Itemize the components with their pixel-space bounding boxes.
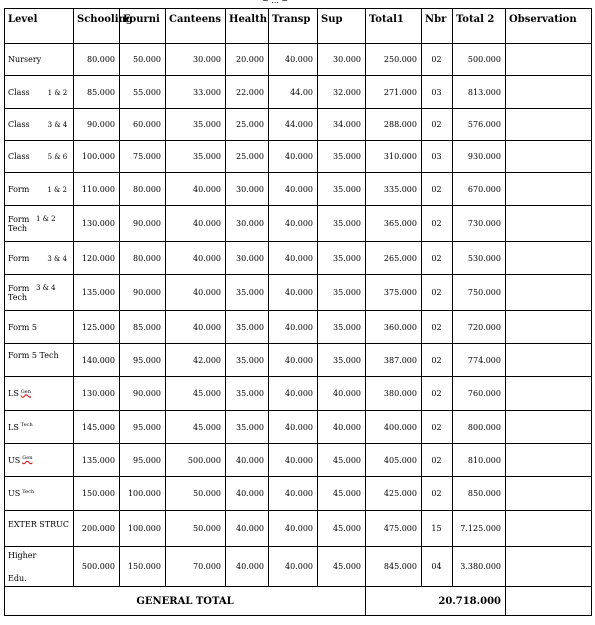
- canteens-cell: 33.000: [166, 76, 226, 109]
- observation-cell: [506, 377, 592, 411]
- fourni-cell: 100.000: [120, 477, 166, 511]
- transp-cell: 44.000: [269, 109, 318, 141]
- header-total1: Total1: [366, 9, 422, 44]
- sup-cell: 35.000: [318, 173, 366, 206]
- table-row: [5, 76, 592, 109]
- transp-cell: 40.000: [269, 173, 318, 206]
- header-sup: Sup: [318, 9, 366, 44]
- sup-cell: 35.000: [318, 242, 366, 275]
- total2-cell: 576.000: [453, 109, 506, 141]
- nbr-cell: 02: [422, 444, 453, 477]
- level-label: Form: [8, 253, 30, 263]
- canteens-cell: 45.000: [166, 411, 226, 444]
- level-sub-label: Edu.: [8, 573, 27, 583]
- level-cell: [5, 109, 74, 141]
- level-sub-label: Tech: [20, 422, 33, 429]
- nbr-cell: 15: [422, 511, 453, 547]
- level-label: US: [8, 489, 21, 499]
- level-sub-label: Gen: [20, 388, 31, 395]
- fourni-cell: 150.000: [120, 547, 166, 587]
- sup-cell: 45.000: [318, 444, 366, 477]
- transp-cell: 44.00: [269, 76, 318, 109]
- schooling-cell: 110.000: [74, 173, 120, 206]
- observation-cell: [506, 547, 592, 587]
- canteens-cell: 70.000: [166, 547, 226, 587]
- transp-cell: 40.000: [269, 477, 318, 511]
- level-label: Nursery: [8, 55, 42, 64]
- level-label: Class: [8, 152, 30, 161]
- transp-cell: 40.000: [269, 44, 318, 76]
- sup-cell: 32.000: [318, 76, 366, 109]
- sup-cell: 40.000: [318, 377, 366, 411]
- level-cell: [5, 411, 74, 444]
- health-cell: 30.000: [226, 206, 269, 242]
- schooling-cell: 100.000: [74, 141, 120, 173]
- nbr-cell: 02: [422, 173, 453, 206]
- level-sub-label: 5 & 6: [47, 153, 68, 161]
- transp-cell: 40.000: [269, 206, 318, 242]
- total2-cell: 720.000: [453, 311, 506, 344]
- schooling-cell: 145.000: [74, 411, 120, 444]
- health-cell: 40.000: [226, 547, 269, 587]
- level-cell: [5, 44, 74, 76]
- observation-cell: [506, 511, 592, 547]
- level-cell: [5, 444, 74, 477]
- level-cell: [5, 377, 74, 411]
- observation-cell: [506, 242, 592, 275]
- level-cell: [5, 173, 74, 206]
- level-cell: [5, 206, 74, 242]
- health-cell: 35.000: [226, 275, 269, 311]
- fees-table: [4, 8, 592, 616]
- schooling-cell: 80.000: [74, 44, 120, 76]
- nbr-cell: 02: [422, 377, 453, 411]
- health-cell: 30.000: [226, 242, 269, 275]
- level-label: Form Tech: [8, 283, 30, 302]
- observation-cell: [506, 444, 592, 477]
- nbr-cell: 02: [422, 109, 453, 141]
- transp-cell: 40.000: [269, 344, 318, 377]
- transp-cell: 40.000: [269, 377, 318, 411]
- canteens-cell: 35.000: [166, 109, 226, 141]
- sup-cell: 35.000: [318, 311, 366, 344]
- total2-cell: 3.380.000: [453, 547, 506, 587]
- total1-cell: 475.000: [366, 511, 422, 547]
- schooling-cell: 135.000: [74, 275, 120, 311]
- observation-cell: [506, 141, 592, 173]
- schooling-cell: 200.000: [74, 511, 120, 547]
- nbr-cell: 03: [422, 141, 453, 173]
- total1-cell: 310.000: [366, 141, 422, 173]
- general-total-label: GENERAL TOTAL: [5, 587, 366, 616]
- page-top-fragment: ~ ... ~: [262, 0, 289, 5]
- schooling-cell: 135.000: [74, 444, 120, 477]
- table-row: [5, 109, 592, 141]
- nbr-cell: 04: [422, 547, 453, 587]
- health-cell: 25.000: [226, 109, 269, 141]
- general-total-observation: [506, 587, 592, 616]
- total1-cell: 271.000: [366, 76, 422, 109]
- total2-cell: 800.000: [453, 411, 506, 444]
- schooling-cell: 150.000: [74, 477, 120, 511]
- health-cell: 40.000: [226, 444, 269, 477]
- observation-cell: [506, 109, 592, 141]
- table-row: [5, 141, 592, 173]
- level-label: EXTER STRUC: [8, 519, 69, 529]
- transp-cell: 40.000: [269, 547, 318, 587]
- header-health: Health: [226, 9, 269, 44]
- schooling-cell: 120.000: [74, 242, 120, 275]
- level-sub-label: 1 & 2: [36, 214, 56, 223]
- total2-cell: 730.000: [453, 206, 506, 242]
- level-sub-label: Tech: [22, 488, 35, 495]
- canteens-cell: 45.000: [166, 377, 226, 411]
- nbr-cell: 02: [422, 206, 453, 242]
- level-label: LS: [8, 389, 19, 399]
- fourni-cell: 80.000: [120, 173, 166, 206]
- total2-cell: 750.000: [453, 275, 506, 311]
- level-cell: [5, 242, 74, 275]
- header-observation: Observation: [506, 9, 592, 44]
- level-cell: [5, 547, 74, 587]
- health-cell: 20.000: [226, 44, 269, 76]
- table-row: [5, 311, 592, 344]
- level-label: Class: [8, 120, 30, 129]
- level-cell: [5, 511, 74, 547]
- sup-cell: 45.000: [318, 547, 366, 587]
- total1-cell: 365.000: [366, 206, 422, 242]
- level-label: US: [8, 455, 21, 465]
- total1-cell: 375.000: [366, 275, 422, 311]
- header-level: Level: [5, 9, 74, 44]
- fourni-cell: 95.000: [120, 344, 166, 377]
- schooling-cell: 85.000: [74, 76, 120, 109]
- header-total2: Total 2: [453, 9, 506, 44]
- table-row: [5, 44, 592, 76]
- total1-cell: 405.000: [366, 444, 422, 477]
- total2-cell: 7.125.000: [453, 511, 506, 547]
- nbr-cell: 02: [422, 344, 453, 377]
- total1-cell: 845.000: [366, 547, 422, 587]
- total1-cell: 360.000: [366, 311, 422, 344]
- table-row: [5, 411, 592, 444]
- sup-cell: 30.000: [318, 44, 366, 76]
- total2-cell: 760.000: [453, 377, 506, 411]
- sup-cell: 35.000: [318, 344, 366, 377]
- level-sub-label: 3 & 4: [36, 283, 56, 292]
- canteens-cell: 40.000: [166, 275, 226, 311]
- transp-cell: 40.000: [269, 511, 318, 547]
- observation-cell: [506, 173, 592, 206]
- table-row: [5, 173, 592, 206]
- sup-cell: 35.000: [318, 275, 366, 311]
- header-canteens: Canteens: [166, 9, 226, 44]
- sup-cell: 45.000: [318, 511, 366, 547]
- total1-cell: 250.000: [366, 44, 422, 76]
- sup-cell: 45.000: [318, 477, 366, 511]
- total1-cell: 335.000: [366, 173, 422, 206]
- schooling-cell: 500.000: [74, 547, 120, 587]
- level-sub-label: 1 & 2: [47, 88, 68, 97]
- health-cell: 40.000: [226, 477, 269, 511]
- table-row: [5, 444, 592, 477]
- total1-cell: 387.000: [366, 344, 422, 377]
- level-label: Form 5 Tech: [8, 351, 59, 360]
- table-row: [5, 275, 592, 311]
- canteens-cell: 42.000: [166, 344, 226, 377]
- nbr-cell: 02: [422, 311, 453, 344]
- nbr-cell: 02: [422, 477, 453, 511]
- observation-cell: [506, 206, 592, 242]
- total1-cell: 425.000: [366, 477, 422, 511]
- general-total-value: 20.718.000: [366, 587, 506, 616]
- canteens-cell: 500.000: [166, 444, 226, 477]
- header-transp: Transp: [269, 9, 318, 44]
- table-row: [5, 206, 592, 242]
- level-sub-label: Gen: [22, 455, 33, 462]
- schooling-cell: 125.000: [74, 311, 120, 344]
- level-cell: [5, 311, 74, 344]
- total1-cell: 400.000: [366, 411, 422, 444]
- total2-cell: 930.000: [453, 141, 506, 173]
- observation-cell: [506, 275, 592, 311]
- canteens-cell: 40.000: [166, 206, 226, 242]
- table-row: [5, 242, 592, 275]
- canteens-cell: 40.000: [166, 311, 226, 344]
- observation-cell: [506, 76, 592, 109]
- schooling-cell: 140.000: [74, 344, 120, 377]
- fourni-cell: 75.000: [120, 141, 166, 173]
- level-cell: [5, 477, 74, 511]
- nbr-cell: 02: [422, 44, 453, 76]
- total2-cell: 500.000: [453, 44, 506, 76]
- fourni-cell: 60.000: [120, 109, 166, 141]
- schooling-cell: 90.000: [74, 109, 120, 141]
- observation-cell: [506, 311, 592, 344]
- level-cell: [5, 275, 74, 311]
- level-label: Form: [8, 184, 30, 194]
- fourni-cell: 55.000: [120, 76, 166, 109]
- level-label: Form Tech: [8, 214, 30, 233]
- health-cell: 22.000: [226, 76, 269, 109]
- level-label: LS: [8, 422, 19, 432]
- total2-cell: 850.000: [453, 477, 506, 511]
- table-row: [5, 547, 592, 587]
- transp-cell: 40.000: [269, 242, 318, 275]
- transp-cell: 40.000: [269, 141, 318, 173]
- health-cell: 35.000: [226, 344, 269, 377]
- header-nbr: Nbr: [422, 9, 453, 44]
- general-total-row: [5, 587, 592, 616]
- nbr-cell: 02: [422, 275, 453, 311]
- canteens-cell: 50.000: [166, 511, 226, 547]
- fourni-cell: 95.000: [120, 444, 166, 477]
- observation-cell: [506, 411, 592, 444]
- observation-cell: [506, 344, 592, 377]
- sup-cell: 40.000: [318, 411, 366, 444]
- fourni-cell: 80.000: [120, 242, 166, 275]
- fourni-cell: 90.000: [120, 377, 166, 411]
- health-cell: 35.000: [226, 411, 269, 444]
- schooling-cell: 130.000: [74, 206, 120, 242]
- sup-cell: 34.000: [318, 109, 366, 141]
- transp-cell: 40.000: [269, 275, 318, 311]
- header-row: [5, 9, 592, 44]
- fourni-cell: 90.000: [120, 206, 166, 242]
- level-cell: [5, 344, 74, 377]
- sup-cell: 35.000: [318, 141, 366, 173]
- health-cell: 35.000: [226, 377, 269, 411]
- level-sub-label: 3 & 4: [47, 121, 68, 129]
- canteens-cell: 40.000: [166, 242, 226, 275]
- canteens-cell: 50.000: [166, 477, 226, 511]
- total2-cell: 670.000: [453, 173, 506, 206]
- level-cell: [5, 141, 74, 173]
- level-sub-label: 1 & 2: [47, 185, 67, 194]
- canteens-cell: 35.000: [166, 141, 226, 173]
- total2-cell: 530.000: [453, 242, 506, 275]
- total1-cell: 288.000: [366, 109, 422, 141]
- observation-cell: [506, 477, 592, 511]
- total2-cell: 813.000: [453, 76, 506, 109]
- canteens-cell: 40.000: [166, 173, 226, 206]
- level-label: Higher: [8, 550, 37, 560]
- canteens-cell: 30.000: [166, 44, 226, 76]
- total2-cell: 810.000: [453, 444, 506, 477]
- transp-cell: 40.000: [269, 444, 318, 477]
- level-cell: [5, 76, 74, 109]
- header-schooling: Schooling: [74, 9, 120, 44]
- health-cell: 40.000: [226, 511, 269, 547]
- header-fourni: Fourni: [120, 9, 166, 44]
- schooling-cell: 130.000: [74, 377, 120, 411]
- observation-cell: [506, 44, 592, 76]
- fourni-cell: 85.000: [120, 311, 166, 344]
- health-cell: 25.000: [226, 141, 269, 173]
- table-row: [5, 477, 592, 511]
- table-row: [5, 344, 592, 377]
- transp-cell: 40.000: [269, 311, 318, 344]
- nbr-cell: 02: [422, 242, 453, 275]
- fourni-cell: 100.000: [120, 511, 166, 547]
- health-cell: 30.000: [226, 173, 269, 206]
- table-row: [5, 511, 592, 547]
- total1-cell: 380.000: [366, 377, 422, 411]
- total2-cell: 774.000: [453, 344, 506, 377]
- health-cell: 35.000: [226, 311, 269, 344]
- total1-cell: 265.000: [366, 242, 422, 275]
- level-label: Form 5: [8, 322, 37, 332]
- level-label: Class: [8, 87, 30, 97]
- level-sub-label: 3 & 4: [47, 254, 67, 263]
- fourni-cell: 90.000: [120, 275, 166, 311]
- fourni-cell: 95.000: [120, 411, 166, 444]
- nbr-cell: 02: [422, 411, 453, 444]
- table-row: [5, 377, 592, 411]
- fourni-cell: 50.000: [120, 44, 166, 76]
- nbr-cell: 03: [422, 76, 453, 109]
- transp-cell: 40.000: [269, 411, 318, 444]
- sup-cell: 35.000: [318, 206, 366, 242]
